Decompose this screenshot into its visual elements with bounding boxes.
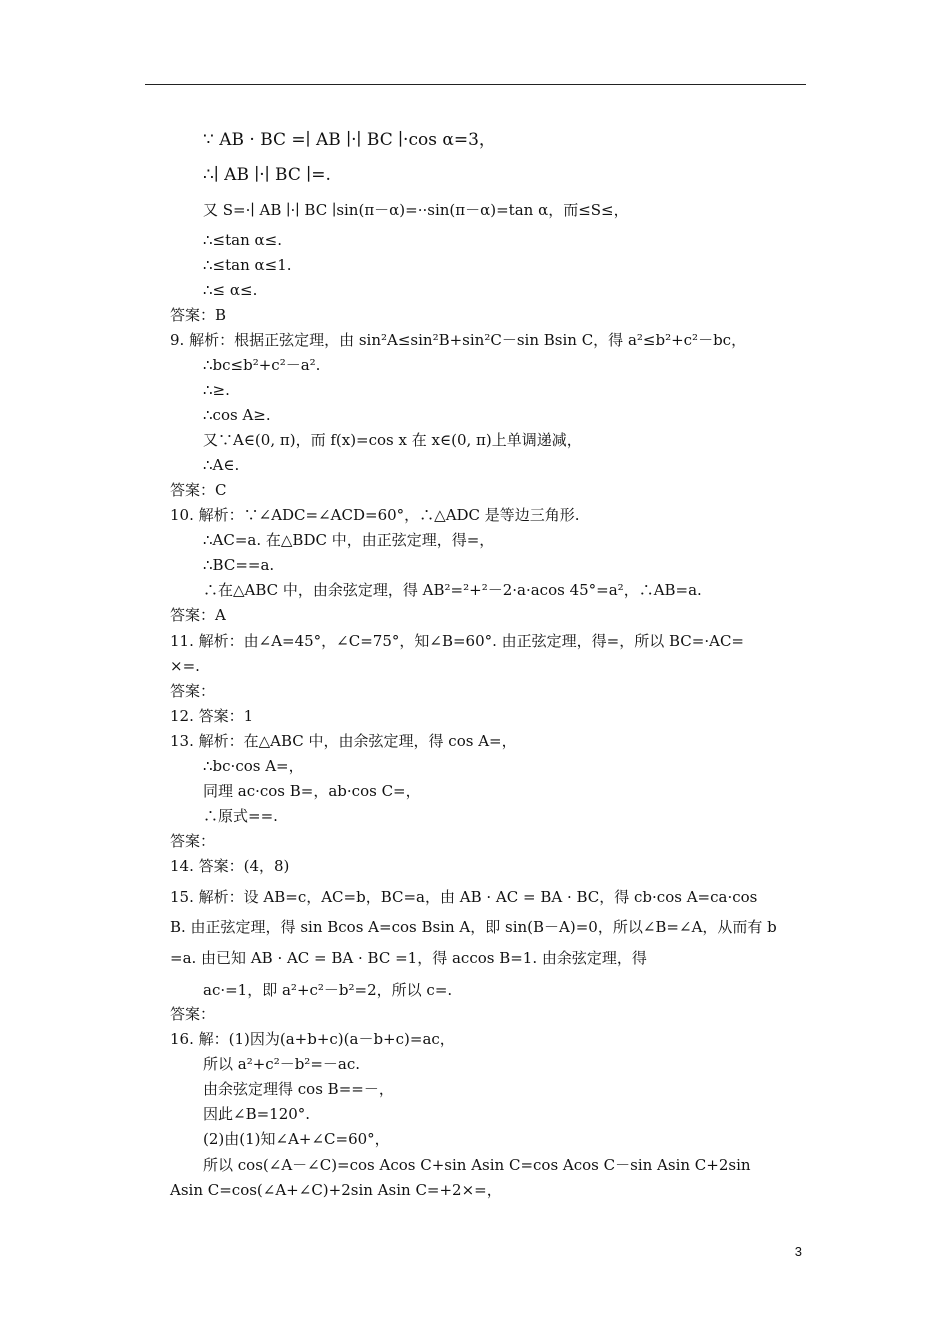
text-line: 由余弦定理得 cos B==－， [203,1080,394,1098]
text-line: 14. 答案：(4，8) [170,857,290,875]
text-line: (2)由(1)知∠A+∠C=60°， [203,1130,390,1148]
page-number: 3 [794,1244,802,1259]
text-line: ∴≥. [203,381,230,399]
text-line: 因此∠B=120°. [203,1105,311,1123]
text-line: 又 S=·∣ AB ∣·∣ BC ∣sin(π－α)=··sin(π－α)=tan α，而≤S≤， [203,201,629,219]
text-line: ∴原式==. [203,807,278,825]
text-line: ∴BC==a. [203,556,275,574]
text-line: 11. 解析：由∠A=45°，∠C=75°，知∠B=60°. 由正弦定理，得=，所以 BC=·AC= [170,632,744,650]
answer-line: 答案：A [170,606,226,624]
text-line: ∴≤tan α≤. [203,231,282,249]
text-line: =a. 由已知 AB · AC = BA · BC =1，得 accos B=1. 由余弦定理，得 [170,949,647,967]
text-line: ∴AC=a. 在△BDC 中，由正弦定理，得=， [203,531,495,549]
text-line: B. 由正弦定理，得 sin Bcos A=cos Bsin A，即 sin(B－A)=0，所以∠B=∠A，从而有 b [170,918,777,936]
answer-line: 答案： [170,682,216,700]
text-line: 13. 解析：在△ABC 中，由余弦定理，得 cos A=， [170,732,517,750]
text-line: Asin C=cos(∠A+∠C)+2sin Asin C=+2×=， [170,1181,502,1199]
text-line: ∴≤tan α≤1. [203,256,292,274]
answer-line: 答案： [170,832,216,850]
text-line: 所以 a²+c²－b²=－ac. [203,1055,361,1073]
text-line: ∴cos A≥. [203,406,271,424]
text-line: ∴≤ α≤. [203,281,258,299]
text-line: 所以 cos(∠A－∠C)=cos Acos C+sin Asin C=cos Acos C－sin Asin C+2sin [203,1156,751,1174]
text-line: ∴bc≤b²+c²－a². [203,356,321,374]
text-line: ∴在△ABC 中，由余弦定理，得 AB²=²+²－2·a·acos 45°=a²，∴AB=a. [203,581,702,599]
text-line: 16. 解：(1)因为(a+b+c)(a－b+c)=ac， [170,1030,455,1048]
text-line: 9. 解析：根据正弦定理，由 sin²A≤sin²B+sin²C－sin Bsin C，得 a²≤b²+c²－bc， [170,331,747,349]
text-line: 同理 ac·cos B=，ab·cos C=， [203,782,421,800]
text-line: 15. 解析：设 AB=c，AC=b，BC=a，由 AB · AC = BA · BC，得 cb·cos A=ca·cos [170,888,758,906]
text-line: ∵ AB · BC =∣ AB ∣·∣ BC ∣·cos α=3， [203,130,496,150]
text-line: ∴A∈. [203,456,240,474]
header-rule [145,84,806,85]
text-line: 12. 答案：1 [170,707,254,725]
text-line: 又∵A∈(0, π)，而 f(x)=cos x 在 x∈(0, π)上单调递减， [203,431,582,449]
text-line: ∴∣ AB ∣·∣ BC ∣=. [203,165,331,185]
text-line: ac·=1，即 a²+c²－b²=2，所以 c=. [203,981,453,999]
answer-line: 答案：B [170,306,227,324]
text-line: 10. 解析：∵∠ADC=∠ACD=60°，∴△ADC 是等边三角形. [170,506,580,524]
text-line: ∴bc·cos A=， [203,757,304,775]
answer-line: 答案：C [170,481,227,499]
text-line: ×=. [170,657,200,675]
answer-line: 答案： [170,1005,216,1023]
